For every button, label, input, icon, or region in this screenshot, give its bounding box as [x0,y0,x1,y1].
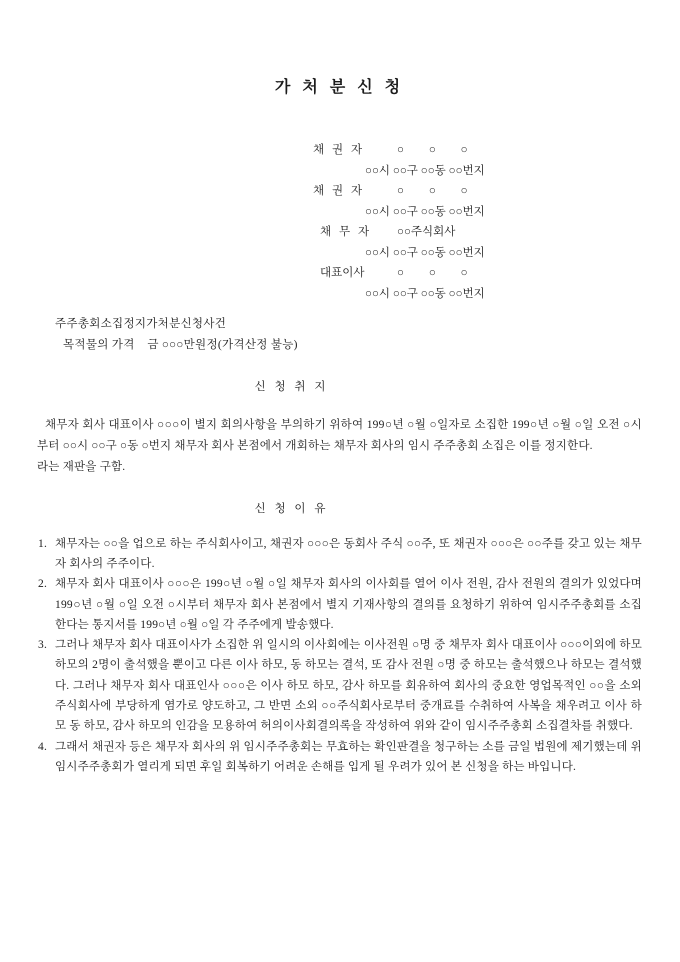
party-creditor-1 [313,140,642,181]
reason-number: 3. [38,639,48,652]
purpose-heading: 신 청 취 지 [254,381,329,393]
reason-text: 채무자는 ○○을 업으로 하는 주식회사이고, 채권자 ○○○은 동회사 주식 ○○주, 또 채권자 ○○○은 ○○주를 갖고 있는 채무자 회사의 주주이다. [55,537,642,570]
party-creditor-2 [313,181,642,222]
party-label: 채 무 자 [320,226,370,238]
purpose-closing: 라는 재판을 구함. [37,461,126,474]
party-name: ○○주식회사 [397,226,456,238]
party-row [313,263,642,284]
party-address: ○○시 ○○구 ○○동 ○○번지 [365,164,485,177]
party-label: 채 권 자 [313,185,363,197]
party-address: ○○시 ○○구 ○○동 ○○번지 [365,287,485,300]
party-debtor [313,222,642,263]
party-label: 대표이사 [320,267,365,279]
party-name: ○ ○ ○ [397,185,468,197]
parties-section [313,140,642,304]
reason-item [37,534,642,575]
reason-text: 채무자 회사 대표이사 ○○○은 199○년 ○월 ○일 채무자 회사의 이사회를 열어 이사 전원, 감사 전원의 결의가 있었다며 199○년 ○월 ○일 오전 ○시부터 채무자 회사 본점에서 별지 기재사항의 결의를 요청하기 위하여 임시주주총회를 소집한다는 통지서를 199○년 ○월 ○일 각 주주에게 발송했다. [55,578,642,631]
party-representative-director [313,263,642,304]
reasons-list [37,534,642,778]
reason-item [37,737,642,778]
reason-number: 4. [38,740,48,753]
reason-number: 1. [38,537,48,550]
party-row [313,140,642,161]
party-name: ○ ○ ○ [397,267,468,279]
party-label: 채 권 자 [313,144,363,156]
object-value-line: 목적물의 가격 금 ○○○만원정(가격산정 불능) [63,338,298,351]
reason-item [37,574,642,635]
party-address: ○○시 ○○구 ○○동 ○○번지 [365,205,485,218]
party-row [313,222,642,243]
case-name: 주주총회소집정지가처분신청사건 [55,318,227,330]
reason-text: 그래서 채권자 등은 채무자 회사의 위 임시주주총회는 무효하는 확인판결을 청구하는 소를 금일 법원에 제기했는데 위 임시주주총회가 열리게 되면 후일 회복하기 어려운 손해를 입게 될 우려가 있어 본 신청을 하는 바입니다. [55,740,642,773]
party-address: ○○시 ○○구 ○○동 ○○번지 [365,246,485,259]
reason-number: 2. [38,578,48,591]
reason-item [37,635,642,736]
reason-text: 그러나 채무자 회사 대표이사가 소집한 위 일시의 이사회에는 이사전원 ○명 중 채무자 회사 대표이사 ○○○이외에 하모 하모의 2명이 출석했을 뿐이고 다른 이사 하모, 동 하모는 결석, 또 감사 전원 ○명 중 하모는 출석했으나 하모는 결석했다. 그러나 채무자 회사 대표인사 ○○○은 이사 하모 하모, 감사 하모를 회유하여 회사의 중요한 영업목적인 ○○을 소외 주식회사에 부당하게 염가로 양도하고, 그 반면 소외 ○○주식회사로부터 중개료를 수취하여 사복을 채우려고 이사 하모 동 하모, 감사 하모의 인감을 모용하여 허의이사회결의록을 작성하여 위와 같이 임시주주총회 소집결차를 취했다. [55,639,642,733]
party-name: ○ ○ ○ [397,144,468,156]
purpose-body: 채무자 회사 대표이사 ○○○이 별지 회의사항을 부의하기 위하여 199○년 ○월 ○일자로 소집한 199○년 ○월 ○일 오전 ○시부터 ○○시 ○○구 ○동 ○번지 채무자 회사 본점에서 개회하는 채무자 회사의 임시 주주총회 소집은 이를 정지한다. [37,419,642,453]
reasons-heading: 신 청 이 유 [254,502,329,515]
party-row [313,181,642,202]
document-title: 가 처 분 신 청 [274,79,405,96]
